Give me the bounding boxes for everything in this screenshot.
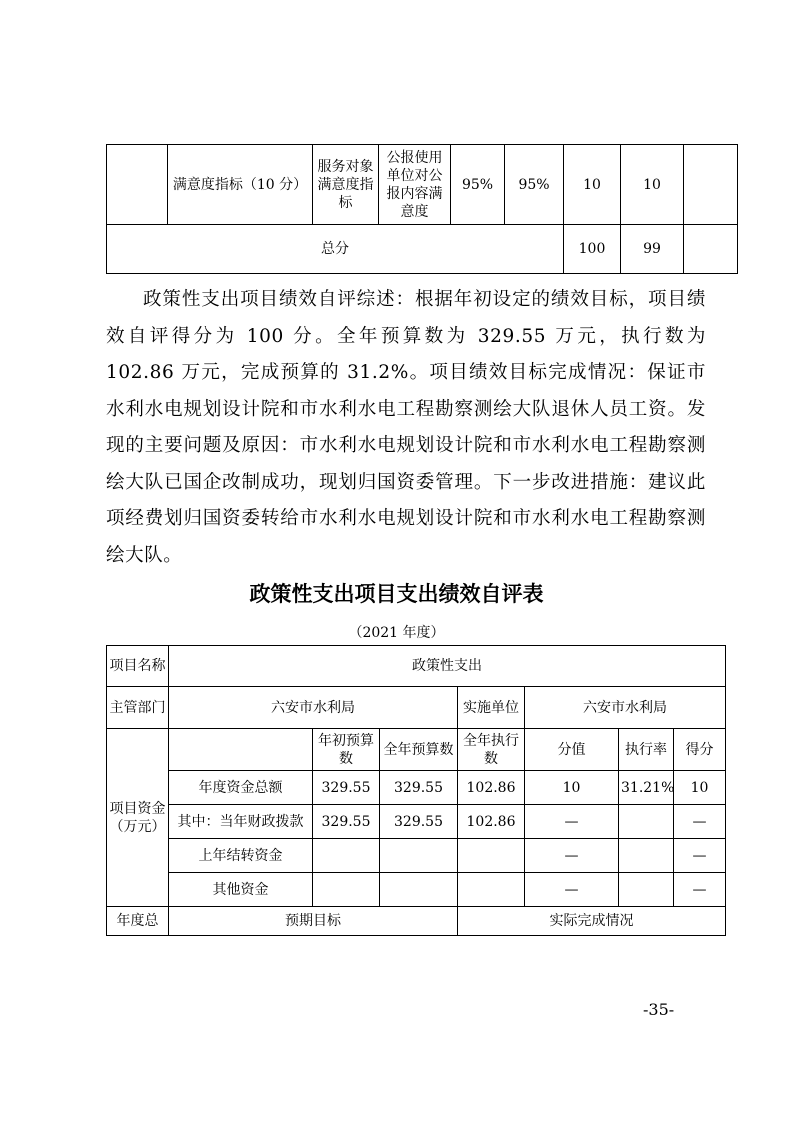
page-number: -35- bbox=[643, 1000, 675, 1019]
annual-label: 年度总 bbox=[107, 907, 169, 936]
initial-budget: 329.55 bbox=[313, 805, 380, 839]
row-label: 上年结转资金 bbox=[169, 839, 313, 873]
weight: 10 bbox=[525, 771, 619, 805]
impl-label: 实施单位 bbox=[458, 687, 525, 729]
dept-value: 六安市水利局 bbox=[169, 687, 458, 729]
project-name-label: 项目名称 bbox=[107, 646, 169, 687]
table-title: 政策性支出项目支出绩效自评表 bbox=[249, 582, 544, 606]
header-annual-exec: 全年执行数 bbox=[458, 729, 525, 771]
indicator-description: 公报使用单位对公报内容满意度 bbox=[379, 145, 451, 225]
annual-budget: 329.55 bbox=[380, 771, 458, 805]
project-name-value: 政策性支出 bbox=[169, 646, 726, 687]
initial-budget bbox=[313, 839, 380, 873]
total-weight: 100 bbox=[564, 225, 621, 274]
initial-budget: 329.55 bbox=[313, 771, 380, 805]
table-row bbox=[107, 771, 726, 805]
annual-exec bbox=[458, 873, 525, 907]
annual-budget: 329.55 bbox=[380, 805, 458, 839]
target-value: 95% bbox=[451, 145, 505, 225]
impl-value: 六安市水利局 bbox=[525, 687, 726, 729]
blank-cell bbox=[107, 145, 168, 225]
row-label: 其他资金 bbox=[169, 873, 313, 907]
header-weight: 分值 bbox=[525, 729, 619, 771]
weight: — bbox=[525, 873, 619, 907]
header-initial-budget: 年初预算数 bbox=[313, 729, 380, 771]
weight: — bbox=[525, 805, 619, 839]
table-row bbox=[107, 839, 726, 873]
score: — bbox=[674, 873, 726, 907]
annual-budget bbox=[380, 839, 458, 873]
annual-exec bbox=[458, 839, 525, 873]
score-value: 10 bbox=[621, 145, 684, 225]
blank-cell bbox=[684, 145, 738, 225]
total-score: 99 bbox=[621, 225, 684, 274]
funds-label: 项目资金（万元） bbox=[107, 729, 169, 907]
exec-rate: 31.21% bbox=[619, 771, 674, 805]
blank-cell bbox=[684, 225, 738, 274]
weight-value: 10 bbox=[564, 145, 621, 225]
exec-rate bbox=[619, 805, 674, 839]
header-annual-budget: 全年预算数 bbox=[380, 729, 458, 771]
table-row bbox=[107, 805, 726, 839]
score: — bbox=[674, 805, 726, 839]
row-label: 年度资金总额 bbox=[169, 771, 313, 805]
summary-paragraph: 政策性支出项目绩效自评综述：根据年初设定的绩效目标，项目绩效自评得分为 100 分。全年预算数为 329.55 万元，执行数为 102.86 万元，完成预算的 31.2%。项目绩效目标完成情况：保证市水利水电规划设计院和市水利水电工程勘察测绘大队退休人员工资。发现的主要问题及原因：市水利水电规划设计院和市水利水电工程勘察测绘大队已国企改制成功，现划归国资委管理。下一步改进措施：建议此项经费划归国资委转给市水利水电规划设计院和市水利水电工程勘察测绘大队。 bbox=[106, 289, 706, 566]
total-label: 总分 bbox=[107, 225, 564, 274]
service-satisfaction-label: 服务对象满意度指标 bbox=[313, 145, 379, 225]
weight: — bbox=[525, 839, 619, 873]
score: 10 bbox=[674, 771, 726, 805]
dept-label: 主管部门 bbox=[107, 687, 169, 729]
satisfaction-indicator-label: 满意度指标（10 分） bbox=[168, 145, 313, 225]
row-label: 其中：当年财政拨款 bbox=[169, 805, 313, 839]
exec-rate bbox=[619, 839, 674, 873]
score: — bbox=[674, 839, 726, 873]
exec-rate bbox=[619, 873, 674, 907]
annual-budget bbox=[380, 873, 458, 907]
table-row bbox=[107, 873, 726, 907]
annual-exec: 102.86 bbox=[458, 771, 525, 805]
expenditure-evaluation-table bbox=[106, 645, 726, 936]
blank-cell bbox=[169, 729, 313, 771]
header-score: 得分 bbox=[674, 729, 726, 771]
annual-exec: 102.86 bbox=[458, 805, 525, 839]
performance-indicator-table bbox=[106, 144, 738, 274]
expected-target-label: 预期目标 bbox=[169, 907, 458, 936]
actual-completion-label: 实际完成情况 bbox=[458, 907, 726, 936]
header-exec-rate: 执行率 bbox=[619, 729, 674, 771]
actual-value: 95% bbox=[505, 145, 564, 225]
initial-budget bbox=[313, 873, 380, 907]
table-subtitle: （2021 年度） bbox=[348, 625, 445, 641]
